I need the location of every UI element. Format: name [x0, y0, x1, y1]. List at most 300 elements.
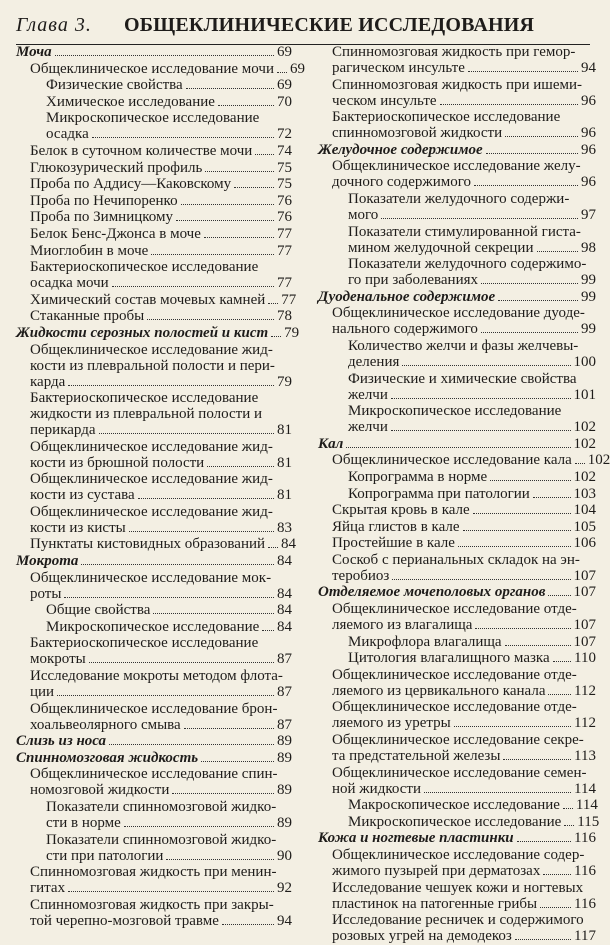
toc-entry-line [30, 880, 292, 896]
dot-leader [564, 825, 574, 826]
toc-entry [16, 176, 292, 192]
toc-entry-line [16, 750, 292, 766]
toc-page-number: 102 [587, 452, 610, 469]
toc-section-entry [318, 830, 596, 846]
toc-entry-text-line: Исследование ресничек и содержимого [332, 912, 584, 929]
dot-leader [454, 726, 571, 727]
dot-leader [277, 72, 287, 73]
toc-page-number: 115 [577, 813, 600, 830]
toc-entry-text-line: Спинномозговая жидкость при менин- [30, 864, 277, 881]
dot-leader [468, 71, 578, 72]
toc-entry-text-line: Показатели желудочного содержимо- [348, 256, 587, 273]
toc-entry-line [318, 584, 596, 600]
toc-page-number: 78 [277, 308, 292, 325]
toc-entry [318, 847, 596, 879]
toc-entry [318, 305, 596, 337]
toc-entry [318, 371, 596, 403]
dot-leader [268, 303, 278, 304]
toc-page-number: 116 [574, 830, 596, 847]
toc-entry-title: ляемого из цервикального канала [332, 682, 546, 699]
toc-entry-line [332, 863, 596, 879]
toc-section-entry [318, 436, 596, 452]
toc-page-number: 102 [573, 419, 596, 436]
toc-entry-text-line: Спинномозговая жидкость при ишеми- [332, 76, 582, 93]
toc-entry-text-line: Общеклиническое исследование жид- [30, 438, 273, 455]
toc-entry-title: Микрофлора влагалища [348, 633, 502, 650]
toc-page-number: 77 [277, 275, 292, 292]
toc-entry-title: Пунктаты кистовидных образований [30, 536, 266, 553]
toc-section-entry [16, 324, 300, 341]
toc-entry-line [30, 520, 292, 536]
dot-leader [563, 808, 573, 809]
toc-entry-text-line: Общеклиническое исследование содер- [332, 847, 585, 863]
toc-entry-title: ции [30, 684, 55, 701]
toc-page-number: 99 [581, 321, 596, 338]
toc-entry-text-line: Спинномозговая жидкость при гемор- [332, 44, 576, 60]
dot-leader [548, 595, 570, 596]
dot-leader [392, 579, 570, 580]
toc-entry-line [332, 452, 610, 469]
dot-leader [205, 171, 274, 172]
toc-entry-title: Кал [318, 435, 344, 452]
toc-page-number: 70 [277, 93, 292, 110]
toc-entry-title: ляемого из влагалища [332, 617, 473, 634]
toc-section-entry [318, 289, 596, 305]
toc-entry [318, 880, 596, 912]
dot-leader [517, 841, 571, 842]
toc-entry-title: нального содержимого [332, 321, 478, 338]
toc-page-number: 116 [574, 895, 596, 912]
dot-leader [166, 859, 274, 860]
toc-entry-title: Простейшие в кале [332, 535, 455, 552]
toc-entry-text-line: Бактериоскопическое исследование [30, 390, 259, 407]
dot-leader [268, 547, 278, 548]
dot-leader [262, 630, 274, 631]
toc-entry-line [332, 93, 596, 109]
toc-page-number: 103 [573, 485, 596, 502]
toc-entry-line [332, 174, 596, 190]
toc-columns [0, 44, 610, 945]
toc-page-number: 84 [281, 536, 297, 553]
toc-entry-line [46, 848, 292, 864]
toc-entry-line [16, 733, 292, 749]
toc-entry-line [46, 77, 292, 93]
toc-entry-line [30, 275, 292, 291]
toc-entry [16, 619, 292, 635]
toc-page-number: 100 [573, 353, 596, 370]
dot-leader [540, 907, 571, 908]
dot-leader [346, 447, 570, 448]
dot-leader [481, 283, 578, 284]
toc-entry-title: кости из сустава [30, 487, 135, 504]
dot-leader [481, 332, 578, 333]
toc-entry-title: дочного содержимого [332, 174, 472, 191]
toc-entry-line [30, 455, 292, 471]
toc-page-number: 76 [277, 209, 292, 226]
toc-entry [16, 160, 292, 176]
toc-page-number: 96 [581, 174, 596, 191]
toc-entry-line [348, 634, 596, 650]
toc-entry-line [348, 486, 596, 502]
dot-leader [204, 237, 274, 238]
toc-entry [16, 259, 292, 291]
toc-page-number: 87 [277, 651, 292, 668]
toc-page-number: 87 [277, 716, 292, 733]
toc-entry-text-line: Показатели спинномозговой жидко- [46, 799, 277, 815]
toc-entry-title: Стаканные пробы [30, 308, 145, 325]
toc-entry-text-line: Общеклиническое исследование жид- [30, 503, 273, 520]
dot-leader [147, 319, 274, 320]
toc-section-entry [16, 553, 292, 569]
toc-page-number: 98 [581, 239, 596, 256]
toc-entry [16, 602, 292, 618]
toc-column-right [318, 44, 610, 945]
toc-entry-line [30, 226, 292, 242]
toc-entry-text-line: Общеклиническое исследование отде- [332, 699, 577, 716]
dot-leader [99, 433, 274, 434]
toc-entry-text-line: кости из плевральной полости и пери- [30, 357, 275, 374]
toc-entry-text-line: Бактериоскопическое исследование [30, 259, 259, 276]
toc-entry-title: ческом инсульте [332, 92, 437, 109]
dot-leader [486, 153, 578, 154]
toc-page-number: 89 [277, 733, 292, 750]
toc-entry [318, 191, 596, 223]
toc-page-number: 107 [573, 617, 596, 634]
toc-entry-line [46, 94, 292, 110]
toc-entry-text-line: Общеклиническое исследование брон- [30, 700, 278, 717]
dot-leader [490, 480, 570, 481]
toc-entry-title: Белок в суточном количестве мочи [30, 142, 253, 159]
toc-page-number: 79 [284, 324, 300, 341]
toc-entry-text-line: Общеклиническое исследование секре- [332, 732, 584, 749]
toc-entry-line [348, 797, 596, 813]
dot-leader [181, 204, 274, 205]
toc-page-number: 77 [277, 242, 292, 259]
dot-leader [92, 137, 274, 138]
dot-leader [498, 300, 578, 301]
toc-entry-title: Спинномозговая жидкость [16, 749, 199, 766]
toc-entry-title: Микроскопическое исследование [348, 813, 562, 830]
toc-page-number: 79 [277, 373, 292, 390]
toc-entry-title: осадка [46, 126, 89, 143]
toc-entry-line [348, 240, 596, 256]
toc-entry-title: номозговой жидкости [30, 782, 170, 799]
toc-entry-title: Химический состав мочевых камней [30, 291, 266, 308]
toc-entry-title: сти в норме [46, 815, 121, 831]
toc-entry-line [30, 308, 292, 324]
toc-page-number: 114 [575, 797, 598, 814]
toc-entry-line [332, 535, 596, 551]
toc-page-number: 106 [573, 535, 596, 552]
toc-entry [16, 143, 292, 159]
toc-page-number: 114 [574, 780, 596, 797]
toc-page-number: 81 [277, 487, 292, 504]
toc-page-number: 112 [574, 715, 596, 732]
toc-section-entry [16, 733, 292, 749]
toc-entry [16, 226, 292, 242]
toc-page-number: 69 [289, 60, 305, 77]
toc-entry [16, 209, 292, 225]
toc-entry-title: Проба по Аддису—Каковскому [30, 176, 232, 193]
toc-entry [16, 668, 292, 700]
toc-entry [318, 912, 596, 944]
toc-page-number: 112 [574, 682, 596, 699]
dot-leader [271, 336, 281, 337]
toc-entry [318, 502, 596, 518]
chapter-label: Глава 3. [16, 14, 92, 36]
toc-entry-line [332, 748, 596, 764]
toc-entry-text-line: Общеклиническое исследование дуоде- [332, 305, 585, 322]
toc-entry [318, 813, 600, 830]
toc-entry-line [30, 143, 292, 159]
dot-leader [575, 463, 585, 464]
toc-entry-title: Белок Бенс-Джонса в моче [30, 225, 201, 242]
toc-entry-line [46, 602, 292, 618]
toc-entry-title: мокроты [30, 651, 86, 668]
toc-entry [16, 60, 305, 77]
toc-entry-title: мого [348, 206, 379, 223]
toc-entry-title: спинномозговой жидкости [332, 125, 503, 142]
toc-entry [318, 109, 596, 141]
toc-page-number: 107 [573, 633, 596, 650]
toc-page-number: 69 [277, 77, 292, 94]
toc-entry [16, 799, 292, 831]
dot-leader [537, 251, 579, 252]
dot-leader [207, 466, 274, 467]
toc-section-entry [318, 584, 596, 600]
toc-entry-line [318, 142, 596, 158]
toc-page-number: 75 [277, 159, 292, 176]
toc-entry-title: осадка мочи [30, 275, 109, 292]
toc-entry-line [332, 568, 596, 584]
toc-entry-text-line: Микроскопическое исследование [348, 403, 562, 420]
toc-entry [16, 342, 292, 390]
toc-entry-title: Миоглобин в моче [30, 242, 149, 259]
toc-page-number: 107 [573, 567, 596, 584]
toc-entry [318, 765, 596, 797]
toc-entry-title: Микроскопическое исследование [46, 618, 260, 635]
toc-entry-title: Общеклиническое исследование мочи [30, 60, 274, 77]
toc-entry-line [16, 44, 292, 60]
toc-entry-title: роты [30, 585, 62, 602]
toc-entry [16, 766, 292, 798]
dot-leader [424, 792, 571, 793]
toc-page-number: 116 [574, 863, 596, 879]
dot-leader [548, 694, 571, 695]
toc-entry-line [348, 650, 596, 666]
toc-entry [318, 797, 596, 813]
toc-entry [16, 832, 292, 864]
dot-leader [57, 695, 274, 696]
toc-page-number: 96 [581, 92, 596, 109]
dot-leader [515, 939, 571, 940]
toc-entry [318, 650, 596, 666]
toc-entry-line [318, 289, 596, 305]
toc-entry-line [30, 422, 292, 438]
dot-leader [505, 136, 578, 137]
toc-entry [318, 158, 596, 190]
toc-entry-line [332, 125, 596, 141]
toc-entry [318, 44, 596, 76]
toc-entry-line [348, 419, 596, 435]
toc-entry-text-line: жидкости из плевральной полости и [30, 406, 262, 423]
toc-entry [318, 256, 596, 288]
toc-entry-title: карда [30, 373, 66, 390]
toc-entry-title: хоальвеолярного смыва [30, 716, 181, 733]
toc-entry-line [30, 209, 292, 225]
dot-leader [124, 826, 274, 827]
dot-leader [391, 398, 571, 399]
toc-entry [16, 471, 292, 503]
toc-entry-line [30, 536, 297, 553]
toc-entry [318, 452, 610, 469]
toc-page-number: 97 [581, 206, 596, 223]
toc-page-number: 84 [277, 602, 292, 619]
toc-entry-title: Цитология влагалищного мазка [348, 650, 550, 667]
toc-entry-title: Общеклиническое исследование кала [332, 452, 572, 469]
toc-page-number: 96 [581, 125, 596, 142]
toc-entry-line [348, 354, 596, 370]
toc-entry-line [318, 436, 596, 452]
toc-entry-title: мином желудочной секреции [348, 239, 534, 256]
toc-entry-line [332, 321, 596, 337]
toc-entry [16, 439, 292, 471]
toc-entry-title: Кожа и ногтевые пластинки [318, 830, 514, 847]
toc-entry-title: ляемого из уретры [332, 715, 451, 732]
toc-entry-line [30, 651, 292, 667]
toc-entry [318, 486, 596, 502]
toc-entry-line [46, 815, 292, 831]
toc-entry [318, 519, 596, 535]
dot-leader [184, 728, 274, 729]
toc-entry [16, 110, 292, 142]
toc-entry-title: теробиоз [332, 567, 390, 584]
dot-leader [112, 286, 274, 287]
toc-page-number: 87 [277, 684, 292, 701]
toc-entry-text-line: Показатели стимулированной гиста- [348, 223, 581, 240]
toc-entry-title: Копрограмма при патологии [348, 485, 530, 502]
dot-leader [402, 365, 570, 366]
dot-leader [138, 498, 274, 499]
dot-leader [255, 154, 274, 155]
toc-entry-title: перикарда [30, 422, 96, 439]
dot-leader [55, 55, 274, 56]
toc-entry-line [30, 176, 292, 192]
dot-leader [153, 613, 274, 614]
toc-entry-text-line: Общеклиническое исследование семен- [332, 764, 587, 781]
dot-leader [463, 530, 571, 531]
toc-entry-title: Проба по Зимницкому [30, 209, 173, 226]
dot-leader [533, 497, 571, 498]
toc-entry-line [30, 193, 292, 209]
dot-leader [176, 220, 274, 221]
toc-entry-text-line: Исследование мокроты методом флота- [30, 668, 283, 685]
toc-entry-line [46, 619, 292, 635]
dot-leader [172, 793, 274, 794]
toc-entry-title: Макроскопическое исследование [348, 797, 560, 814]
dot-leader [109, 744, 274, 745]
toc-page-number: 72 [277, 126, 292, 143]
toc-entry-text-line: Общеклиническое исследование желу- [332, 158, 581, 175]
toc-page-number: 84 [277, 618, 292, 635]
dot-leader [543, 874, 571, 875]
toc-entry-title: деления [348, 353, 400, 370]
dot-leader [151, 254, 274, 255]
dot-leader [222, 924, 274, 925]
toc-page-number: 74 [277, 142, 292, 159]
toc-entry-line [30, 717, 292, 733]
toc-entry-text-line: Количество желчи и фазы желчевы- [348, 337, 579, 354]
toc-entry-title: желчи [348, 419, 388, 436]
dot-leader [475, 628, 570, 629]
dot-leader [473, 513, 571, 514]
toc-entry-line [16, 324, 300, 341]
dot-leader [553, 661, 571, 662]
toc-entry-line [16, 553, 292, 569]
toc-entry-title: сти при патологии [46, 847, 164, 864]
toc-entry-line [348, 387, 596, 403]
toc-entry-text-line: Общеклиническое исследование отде- [332, 666, 577, 683]
toc-entry-title: Дуоденальное содержимое [318, 288, 496, 305]
toc-entry [16, 504, 292, 536]
toc-entry [16, 308, 292, 324]
toc-entry-title: рагическом инсульте [332, 60, 465, 76]
toc-page-number: 96 [581, 141, 596, 158]
dot-leader [186, 88, 274, 89]
toc-entry-text-line: Общеклиническое исследование мок- [30, 569, 272, 586]
toc-page-number: 84 [277, 553, 292, 570]
toc-entry [16, 243, 292, 259]
toc-entry-line [332, 60, 596, 76]
toc-entry-line [332, 928, 596, 944]
toc-page-number: 104 [573, 502, 596, 519]
dot-leader [505, 645, 571, 646]
toc-page-number: 101 [573, 386, 596, 403]
toc-column-left [16, 44, 305, 929]
toc-entry-line [30, 487, 292, 503]
toc-page-number: 90 [277, 847, 292, 864]
dot-leader [391, 430, 571, 431]
toc-entry [318, 732, 596, 764]
toc-entry-line [332, 896, 596, 912]
toc-entry-title: желчи [348, 386, 388, 403]
toc-page-number: 89 [277, 749, 292, 766]
dot-leader [68, 891, 274, 892]
toc-section-entry [318, 142, 596, 158]
toc-page-number: 89 [277, 782, 292, 799]
toc-page-number: 99 [581, 288, 596, 305]
dot-leader [129, 531, 274, 532]
toc-entry-text-line: Спинномозговая жидкость при закры- [30, 896, 274, 913]
toc-entry-title: го при заболеваниях [348, 272, 478, 289]
toc-entry-title: Мокрота [16, 553, 79, 570]
toc-entry-text-line: Показатели желудочного содержи- [348, 190, 570, 207]
dot-leader [474, 185, 578, 186]
toc-entry-text-line: Исследование чешуек кожи и ногтевых [332, 879, 584, 896]
toc-section-entry [16, 750, 292, 766]
toc-entry-title: Общие свойства [46, 602, 151, 619]
toc-entry [318, 601, 596, 633]
toc-entry [16, 701, 292, 733]
toc-entry-text-line: Общеклиническое исследование спин- [30, 766, 278, 783]
toc-entry-title: Проба по Нечипоренко [30, 192, 178, 209]
dot-leader [381, 218, 578, 219]
toc-entry-text-line: Показатели спинномозговой жидко- [46, 831, 277, 848]
toc-entry-title: Моча [16, 44, 52, 60]
toc-page-number: 76 [277, 192, 292, 209]
toc-entry-line [332, 617, 596, 633]
toc-entry-title: кости из брюшной полости [30, 454, 205, 471]
